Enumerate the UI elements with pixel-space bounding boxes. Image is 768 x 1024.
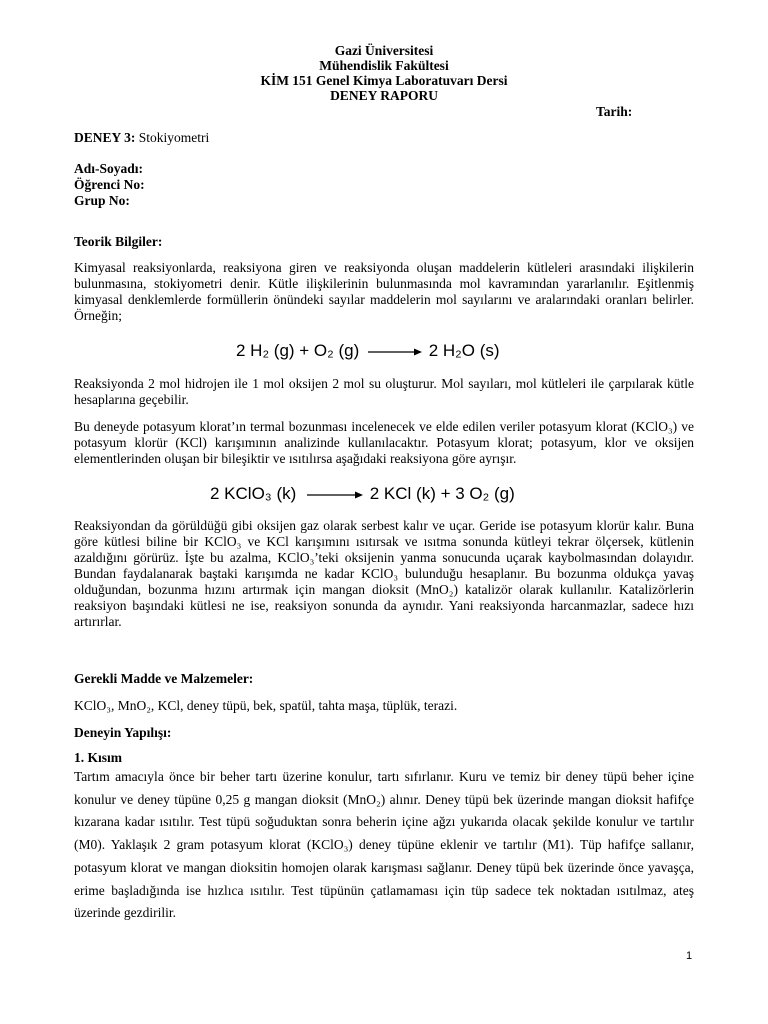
procedure-part1-heading: 1. Kısım	[74, 750, 123, 765]
student-no-label: Öğrenci No:	[74, 177, 145, 192]
page-number: 1	[686, 950, 693, 962]
group-no-label: Grup No:	[74, 193, 130, 208]
theory-paragraph-3: Bu deneyde potasyum klorat’ın termal bozunması incelenecek ve elde edilen veriler potasyum klorat (KClO₃) ve potasyum klorür (KCl) karışımının analizinde kullanılacaktır. Potasyum klorat; potasyum, klor ve oksijen elementlerinden oluşan bir bileşiktir ve ısıtılırsa aşağıdaki reaksiyona göre ayrışır.	[74, 419, 694, 466]
equation-1	[236, 341, 500, 361]
course-title: KİM 151 Genel Kimya Laboratuvarı Dersi	[260, 73, 508, 88]
theory-paragraph-2: Reaksiyonda 2 mol hidrojen ile 1 mol oksijen 2 mol su oluşturur. Mol sayıları, mol kütleleri ile çarpılarak kütle hesaplarına geçebilir.	[74, 376, 694, 407]
theory-paragraph-4: Reaksiyondan da görüldüğü gibi oksijen gaz olarak serbest kalır ve uçar. Geride ise potasyum klorür kalır. Buna göre kütlesi biline bir KClO₃ ve KCl karışımını ısıtırsak ve ısıtma sonunda kütleyi tekrar ölçersek, kütlenin azaldığını görürüz. İşte bu azalma, KClO₃’teki oksijenin yanma sonucunda uçarak kaybolmasından dolayıdır. Bundan faydalanarak baştaki karışımda ne kadar KClO₃ bulunduğu hesaplanır. Bu bozunma oldukça yavaş olduğundan, bozunma hızını artırmak için mangan dioksit (MnO₂) katalizör olarak kullanılır. Katalizörlerin reaksiyon başındaki kütlesi ne ise, reaksiyon sonunda da aynıdır. Yani reaksiyonda harcanmazlar, sadece hızı artırırlar.	[74, 518, 694, 629]
equation-1-products: 2 H₂O (s)	[428, 341, 500, 360]
materials-heading: Gerekli Madde ve Malzemeler:	[74, 671, 254, 686]
theory-paragraph-1: Kimyasal reaksiyonlarda, reaksiyona giren ve reaksiyonda oluşan maddelerin kütleleri arasındaki ilişkilerin bulunmasına, stokiyometri denir. Kütle ilişkilerinin bulunmasında mol kavramından yararlanılır. Eşitlenmiş kimyasal denklemlerde formüllerin önündeki sayılar maddelerin mol sayılarını ve aralarındaki oranları belirler. Örneğin;	[74, 260, 694, 323]
procedure-heading: Deneyin Yapılışı:	[74, 725, 172, 740]
university-name: Gazi Üniversitesi	[334, 43, 434, 58]
student-name-label: Adı-Soyadı:	[74, 161, 144, 176]
reaction-arrow-icon	[364, 346, 424, 358]
date-label: Tarih:	[596, 104, 633, 119]
experiment-name: Stokiyometri	[138, 130, 210, 145]
theory-heading: Teorik Bilgiler:	[74, 234, 163, 249]
materials-list: KClO₃, MnO₂, KCl, deney tüpü, bek, spatül, tahta maşa, tüplük, terazi.	[74, 698, 458, 713]
experiment-label: DENEY 3:	[74, 130, 136, 145]
faculty-name: Mühendislik Fakültesi	[319, 58, 449, 73]
report-title: DENEY RAPORU	[330, 88, 438, 103]
equation-2-products: 2 KCl (k) + 3 O₂ (g)	[369, 484, 515, 503]
equation-2	[210, 484, 515, 504]
equation-1-reactants: 2 H₂ (g) + O₂ (g)	[236, 341, 360, 360]
experiment-title	[74, 130, 209, 146]
procedure-part1-text: Tartım amacıyla önce bir beher tartı üzerine konulur, tartı sıfırlanır. Kuru ve temiz bir deney tüpü beher içine konulur ve deney tüpüne 0,25 g mangan dioksit (MnO₂) alınır. Deney tüpü bek üzerinde mangan dioksit hafifçe kızarana kadar ısıtılır. Test tüpü soğuduktan sonra beherin içine ağzı yukarıda olacak şekilde konulur ve tartılır (M0). Yaklaşık 2 gram potasyum klorat (KClO₃) deney tüpüne eklenir ve tartılır (M1). Tüp hafifçe sallanır, potasyum klorat ve mangan dioksitin homojen olarak karışması sağlanır. Deney tüpü bek üzerinde önce yavaşça, erime başladığında ise hızlıca ısıtılır. Test tüpünün çatlamaması için tüp sadece tek noktadan ısıtılmaz, ateş üzerinde gezdirilir.	[74, 769, 694, 921]
reaction-arrow-icon	[301, 489, 365, 501]
equation-2-reactants: 2 KClO₃ (k)	[210, 484, 297, 503]
